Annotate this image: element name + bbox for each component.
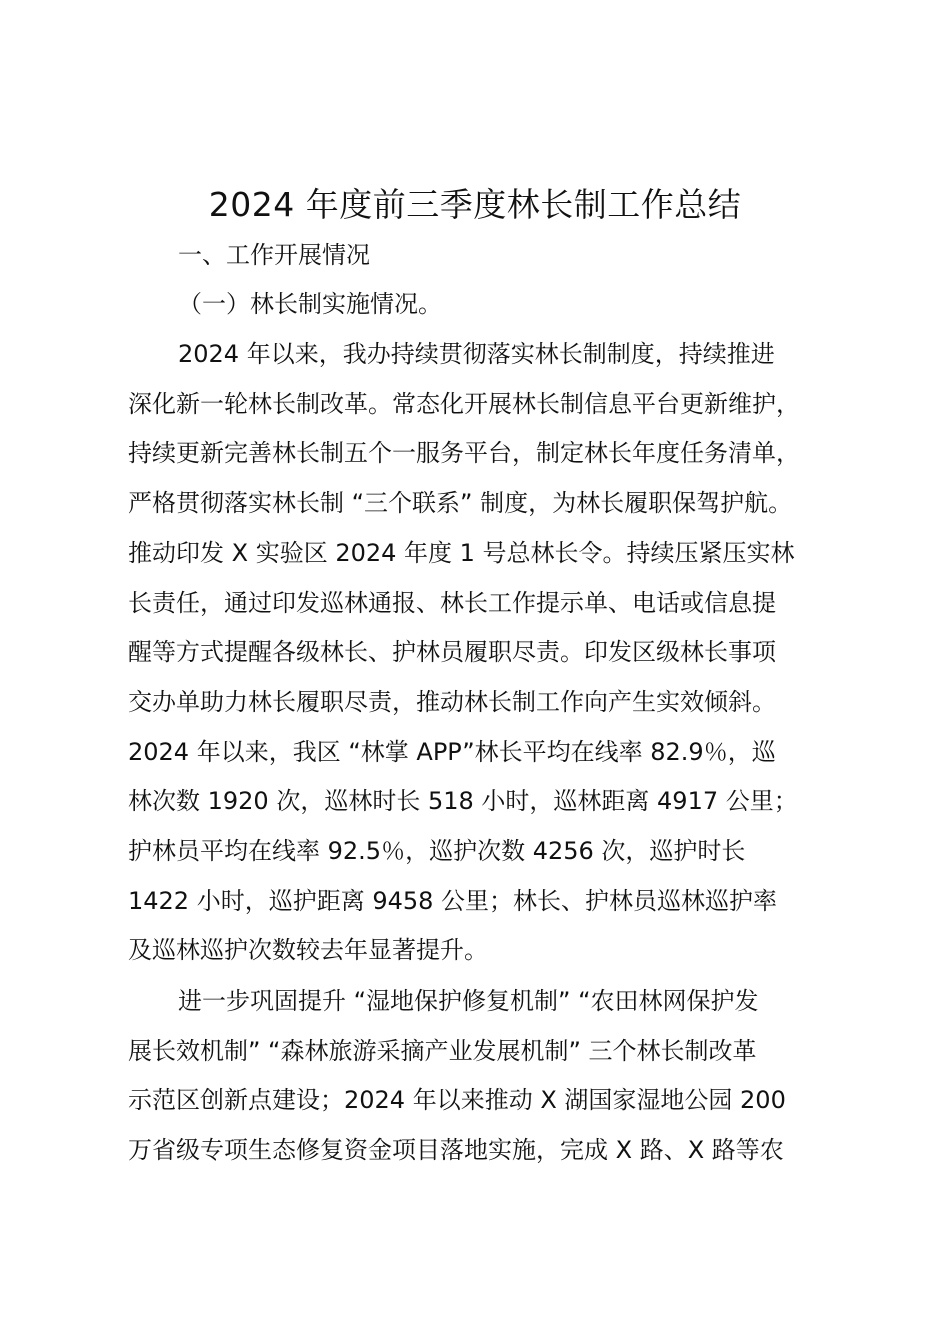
paragraph-line: 进一步巩固提升 “湿地保护修复机制” “农田林网保护发 xyxy=(178,987,759,1015)
section-heading: 一、工作开展情况 xyxy=(178,241,370,269)
paragraph-2 xyxy=(128,977,840,1176)
subsection-heading: （一）林长制实施情况。 xyxy=(178,290,442,318)
paragraph-line: 及巡林巡护次数较去年显著提升。 xyxy=(128,936,488,965)
paragraph-line: 林次数 1920 次，巡林时长 518 小时，巡林距离 4917 公里； xyxy=(128,787,798,816)
paragraph-line: 2024 年以来，我办持续贯彻落实林长制制度，持续推进 xyxy=(178,340,775,368)
paragraph-line: 推动印发 X 实验区 2024 年度 1 号总林长令。持续压紧压实林 xyxy=(128,538,795,567)
paragraph-line: 长责任，通过印发巡林通报、林长工作提示单、电话或信息提 xyxy=(128,588,776,617)
paragraph-line: 万省级专项生态修复资金项目落地实施，完成 X 路、X 路等农 xyxy=(128,1136,784,1165)
paragraph-line: 交办单助力林长履职尽责，推动林长制工作向产生实效倾斜。 xyxy=(128,687,776,716)
paragraph-line: 严格贯彻落实林长制 “三个联系” 制度，为林长履职保驾护航。 xyxy=(128,489,793,518)
paragraph-line: 深化新一轮林长制改革。常态化开展林长制信息平台更新维护， xyxy=(128,389,800,418)
paragraph-line: 示范区创新点建设；2024 年以来推动 X 湖国家湿地公园 200 xyxy=(128,1086,786,1115)
paragraph-line: 醒等方式提醒各级林长、护林员履职尽责。印发区级林长事项 xyxy=(128,638,776,667)
paragraph-1 xyxy=(128,330,840,976)
paragraph-line: 持续更新完善林长制五个一服务平台，制定林长年度任务清单， xyxy=(128,439,800,468)
paragraph-line: 护林员平均在线率 92.5％，巡护次数 4256 次，巡护时长 xyxy=(128,837,746,866)
paragraph-line: 1422 小时，巡护距离 9458 公里；林长、护林员巡林巡护率 xyxy=(128,886,778,915)
document-title: 2024 年度前三季度林长制工作总结 xyxy=(208,185,742,224)
paragraph-line: 2024 年以来，我区 “林掌 APP”林长平均在线率 82.9％，巡 xyxy=(128,737,776,766)
paragraph-line: 展长效机制” “森林旅游采摘产业发展机制” 三个林长制改革 xyxy=(128,1036,757,1065)
